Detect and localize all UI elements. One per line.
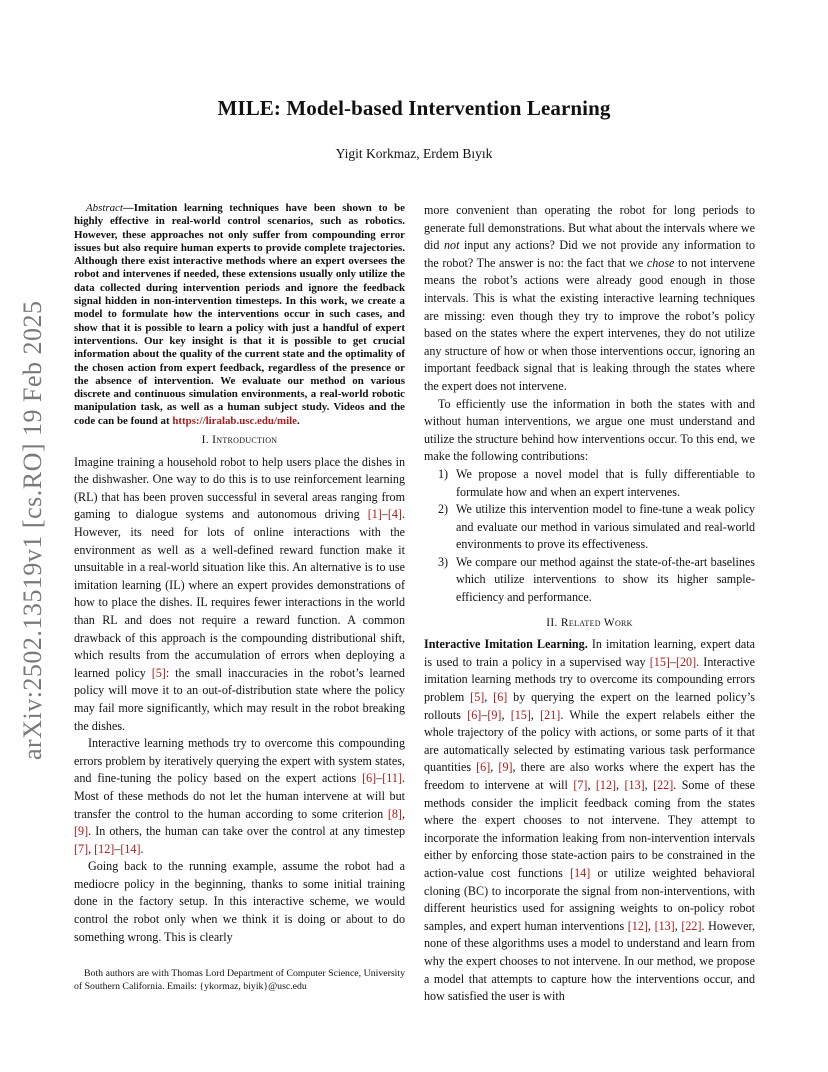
text-run: . In others, the human can take over the control at any timestep [88, 824, 405, 839]
text-run: Interactive learning methods try to overcome this compounding errors problem by iteratively querying the expert with system states, and fine-tuning the policy based on the expert actions [74, 736, 405, 786]
text-run: – [381, 507, 388, 522]
text-run: . While the expert relabels either the whole trajectory of the policy with actions, or some parts of it that are automatically selected by estimating various task performance quantities [424, 707, 755, 775]
project-link[interactable]: https://liralab.usc.edu/mile [172, 414, 297, 427]
contribution-item [424, 554, 755, 607]
text-run: . However, its need for lots of online interactions with the environment as well as a well-defined reward function make it unsuitable in a real-world situation like this. An alternative is to use imitation learning (IL) where an expert provides demonstrations of how to place the dishes. IL requires fewer interactions in the world than RL and does not require a reward function. A common drawback of this approach is the compounding distributional shift, which results from the accumulation of errors when deploying a learned policy [74, 507, 405, 680]
citation-link[interactable]: [12] [94, 841, 115, 856]
item-text: We propose a novel model that is fully differentiable to formulate how and when an expert intervenes. [456, 466, 755, 499]
citation-link[interactable]: [8] [387, 806, 402, 821]
intro-paragraph-1 [74, 454, 405, 736]
citation-link[interactable]: [7] [573, 778, 588, 792]
text-run: – [114, 841, 121, 856]
citation-link[interactable]: [22] [681, 918, 702, 933]
citation-link[interactable]: [15] [510, 707, 531, 722]
section-number: II. [546, 616, 561, 629]
citation-link[interactable]: [9] [74, 824, 89, 839]
text-run: , [88, 841, 95, 856]
citation-link[interactable]: [15] [649, 654, 670, 669]
text-run: . Some of these methods consider the implicit feedback coming from the states where the expert chooses to not intervene. They attempt to incorporate the information leaking from non-intervention intervals either by enforcing those state-action pairs to be constrained in the action-value cost functions [424, 778, 756, 880]
author-footnote: Both authors are with Thomas Lord Department of Computer Science, University of Southern California. Emails: {ykormaz, biyik}@usc.edu [74, 968, 405, 992]
text-run: – [481, 707, 488, 722]
section-title: Introduction [212, 434, 278, 447]
citation-link[interactable]: [6] [476, 760, 491, 775]
related-work-paragraph [424, 636, 755, 1005]
right-paragraph-1 [424, 202, 755, 396]
text-run: , there are also works where the expert has the freedom to intervene at will [424, 760, 756, 792]
citation-link[interactable]: [13] [624, 778, 645, 792]
text-run: Imagine training a household robot to help users place the dishes in the dishwasher. One way to do this is to use reinforcement learning (RL) that has been proven successful in several areas ranging from gaming to dialogue systems and autonomous driving [74, 454, 405, 522]
citation-link[interactable]: [5] [470, 690, 485, 705]
citation-link[interactable]: [6] [467, 707, 482, 722]
citation-link[interactable]: [20] [675, 654, 697, 669]
emphasis: chose [646, 255, 675, 270]
text-run: – [669, 654, 676, 669]
citation-link[interactable]: [1] [367, 507, 382, 522]
text-run: by querying the expert on the learned policy’s rollouts [424, 690, 756, 722]
text-run: , [647, 918, 655, 933]
text-run: In imitation learning, expert data is used to train a policy in a supervised way [424, 637, 755, 669]
text-run: , [484, 690, 494, 705]
text-run: : the small inaccuracies in the robot’s learned policy will move it to an out-of-distribution state where the policy may fail more significantly, which may result in the robot breaking the dishes. [74, 665, 405, 733]
emphasis: not [443, 238, 460, 253]
citation-link[interactable]: [7] [74, 841, 89, 856]
item-number: 1) [438, 466, 449, 481]
section-title: Related Work [560, 616, 633, 629]
item-number: 3) [438, 554, 449, 569]
abstract-tail: . [296, 414, 300, 427]
citation-link[interactable]: [13] [654, 918, 675, 933]
citation-link[interactable]: [4] [387, 507, 402, 522]
text-run: to not intervene means the robot’s actions were already good enough in those intervals. This is what the existing interactive learning techniques are missing: even though they try to improve the robot’s policy based on the states where the expert intervenes, they do not utilize any structure of how or when those interventions occur, ignoring an important feedback signal that is leaking through the states where the expert does not intervene. [424, 255, 755, 393]
text-run: , [401, 806, 405, 821]
text-run: . [140, 841, 144, 856]
citation-link[interactable]: [11] [382, 771, 402, 786]
citation-link[interactable]: [14] [120, 841, 141, 856]
item-text: We compare our method against the state-of-the-art baselines which utilize interventions to show its higher sample-efficiency and performance. [456, 554, 755, 605]
section-heading-related-work [424, 615, 755, 633]
citation-link[interactable]: [6] [362, 771, 377, 786]
intro-paragraph-3: Going back to the running example, assume the robot had a mediocre policy in the beginning, thanks to some initial training done in the factory setup. In this interactive scheme, we would control the robot only when we think it is doing or about to do something wrong. This is clearly [74, 859, 405, 944]
text-run: , [674, 918, 682, 933]
left-column [74, 202, 405, 946]
contribution-item [424, 501, 755, 554]
text-run: . Interactive imitation learning methods try to overcome its compounding errors problem [424, 654, 756, 705]
citation-link[interactable]: [14] [570, 865, 591, 880]
intro-paragraph-2 [74, 735, 405, 858]
text-run: , [530, 707, 541, 722]
abstract [74, 202, 405, 428]
right-paragraph-2: To efficiently use the information in both the states with and without human interventions, we argue one must understand and utilize the structure behind how interventions occur. To this end, we make the following contributions: [424, 396, 755, 464]
paper-authors: Yigit Korkmaz, Erdem Bıyık [335, 146, 493, 161]
paper-title: MILE: Model-based Intervention Learning [217, 96, 611, 120]
citation-link[interactable]: [22] [653, 778, 674, 792]
text-run: . However, none of these algorithms uses a model to understand and learn from why the expert chooses to not intervene. In our method, we propose a model that attempts to capture how the interventions occur, and how satisfied the user is with [424, 918, 756, 1004]
paragraph-heading: Interactive Imitation Learning. [424, 637, 588, 652]
citation-link[interactable]: [9] [487, 707, 502, 722]
text-run: . Most of these methods do not let the human intervene at will but transfer the control to the human according to some criterion [74, 771, 405, 821]
citation-link[interactable]: [12] [595, 778, 617, 792]
abstract-label: Abstract [86, 202, 123, 214]
contributions-list [424, 466, 755, 607]
citation-link[interactable]: [12] [627, 918, 648, 933]
text-run: , [644, 778, 654, 792]
citation-link[interactable]: [6] [493, 690, 508, 705]
text-run: input any actions? Did we not provide any information to the robot? The answer is no: the fact that we [424, 238, 755, 270]
citation-link[interactable]: [21] [540, 707, 561, 722]
text-run: , [501, 707, 511, 722]
item-number: 2) [438, 502, 449, 517]
contribution-item [424, 466, 755, 501]
text-run: – [376, 771, 383, 786]
right-column [424, 202, 755, 1006]
text-run: , [587, 778, 596, 792]
text-run: or utilize weighted behavioral cloning (BC) to incorporate the signal from non-interventions, with different heuristics used for assigning weights to on-policy robot samples, and expert human interventions [424, 865, 755, 933]
abstract-text: —Imitation learning techniques have been shown to be highly effective in real-world control scenarios, such as robotics. However, these approaches not only suffer from compounding error issues but also require human experts to provide complete trajectories. Although there exist interactive methods where an expert oversees the robot and intervenes if needed, these extensions usually only utilize the data collected during intervention periods and ignore the feedback signal hidden in non-intervention timesteps. In this work, we create a model to formulate how the interventions occur in such cases, and show that it is possible to learn a policy with just a handful of expert interventions. Our key insight is that it is possible to get crucial information about the quality of the current state and the optimality of the chosen action from expert feedback, regardless of the presence or the absence of intervention. We evaluate our method on various discrete and continuous simulation environments, a real-world robotic manipulation task, as well as a human subject study. Videos and the code can be found at [74, 202, 405, 427]
section-number: I. [201, 434, 213, 447]
section-heading-introduction [74, 432, 405, 450]
text-run: , [490, 760, 499, 775]
citation-link[interactable]: [5] [151, 665, 166, 680]
arxiv-watermark: arXiv:2502.13519v1 [cs.RO] 19 Feb 2025 [18, 300, 47, 760]
text-run: more convenient than operating the robot for long periods to generate full demonstrations. But what about the intervals where we did [424, 203, 755, 253]
item-text: We utilize this intervention model to fine-tune a weak policy and evaluate our method in various simulated and real-world environments to prove its effectiveness. [456, 502, 755, 552]
citation-link[interactable]: [9] [498, 760, 513, 775]
text-run: , [616, 778, 625, 792]
